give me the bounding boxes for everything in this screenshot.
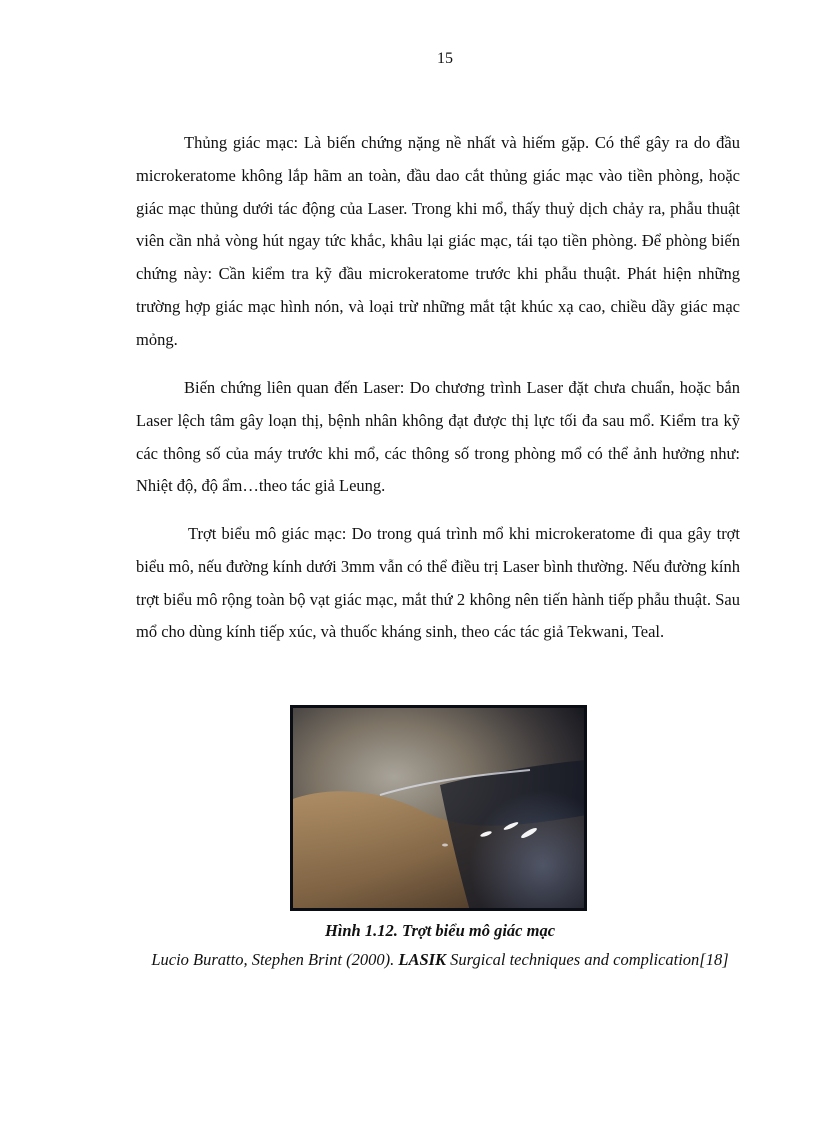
paragraph-corneal-perforation bbox=[136, 127, 740, 357]
figure-caption-title: Hình 1.12. Trợt biểu mô giác mạc bbox=[324, 921, 556, 940]
figure-caption-source bbox=[140, 944, 740, 975]
paragraph-text: Trợt biểu mô giác mạc: Do trong quá trình mổ khi microkeratome đi qua gây trợt biểu mô, nếu đường kính dưới 3mm vẫn có thể điều trị Laser bình thường. Nếu đường kính trợt biểu mô rộng toàn bộ vạt giác mạc, mắt thứ 2 không nên tiến hành tiếp phẫu thuật. Sau mổ cho dùng kính tiếp xúc, và thuốc kháng sinh, theo các tác giả Tekwani, Teal. bbox=[136, 524, 740, 642]
caption-source-bold-title: LASIK bbox=[398, 950, 447, 969]
caption-source-authors: Lucio Buratto, Stephen Brint (2000). bbox=[151, 950, 399, 969]
page-number: 15 bbox=[437, 50, 453, 67]
caption-source-title: Surgical techniques and complication[18] bbox=[446, 950, 729, 969]
paragraph-text: Biến chứng liên quan đến Laser: Do chương trình Laser đặt chưa chuẩn, hoặc bắn Laser lệch tâm gây loạn thị, bệnh nhân không đạt được thị lực tối đa sau mổ. Kiểm tra kỹ các thông số của máy trước khi mổ, các thông số trong phòng mổ có thể ảnh hưởng như: Nhiệt độ, độ ẩm…theo tác giả Leung. bbox=[136, 378, 740, 496]
paragraph-text: Thủng giác mạc: Là biến chứng nặng nề nhất và hiếm gặp. Có thể gây ra do đầu microkeratome không lắp hãm an toàn, đầu dao cắt thủng giác mạc vào tiền phòng, hoặc giác mạc thủng dưới tác động của Laser. Trong khi mổ, thấy thuỷ dịch chảy ra, phẫu thuật viên cần nhả vòng hút ngay tức khắc, khâu lại giác mạc, tái tạo tiền phòng. Để phòng biến chứng này: Cần kiểm tra kỹ đầu microkeratome trước khi phẫu thuật. Phát hiện những trường hợp giác mạc hình nón, và loại trừ những mắt tật khúc xạ cao, chiều dầy giác mạc mỏng. bbox=[136, 133, 740, 349]
paragraph-epithelial-abrasion bbox=[136, 518, 740, 649]
paragraph-laser-complications bbox=[136, 372, 740, 503]
figure-photo-epithelial-abrasion bbox=[290, 705, 587, 911]
